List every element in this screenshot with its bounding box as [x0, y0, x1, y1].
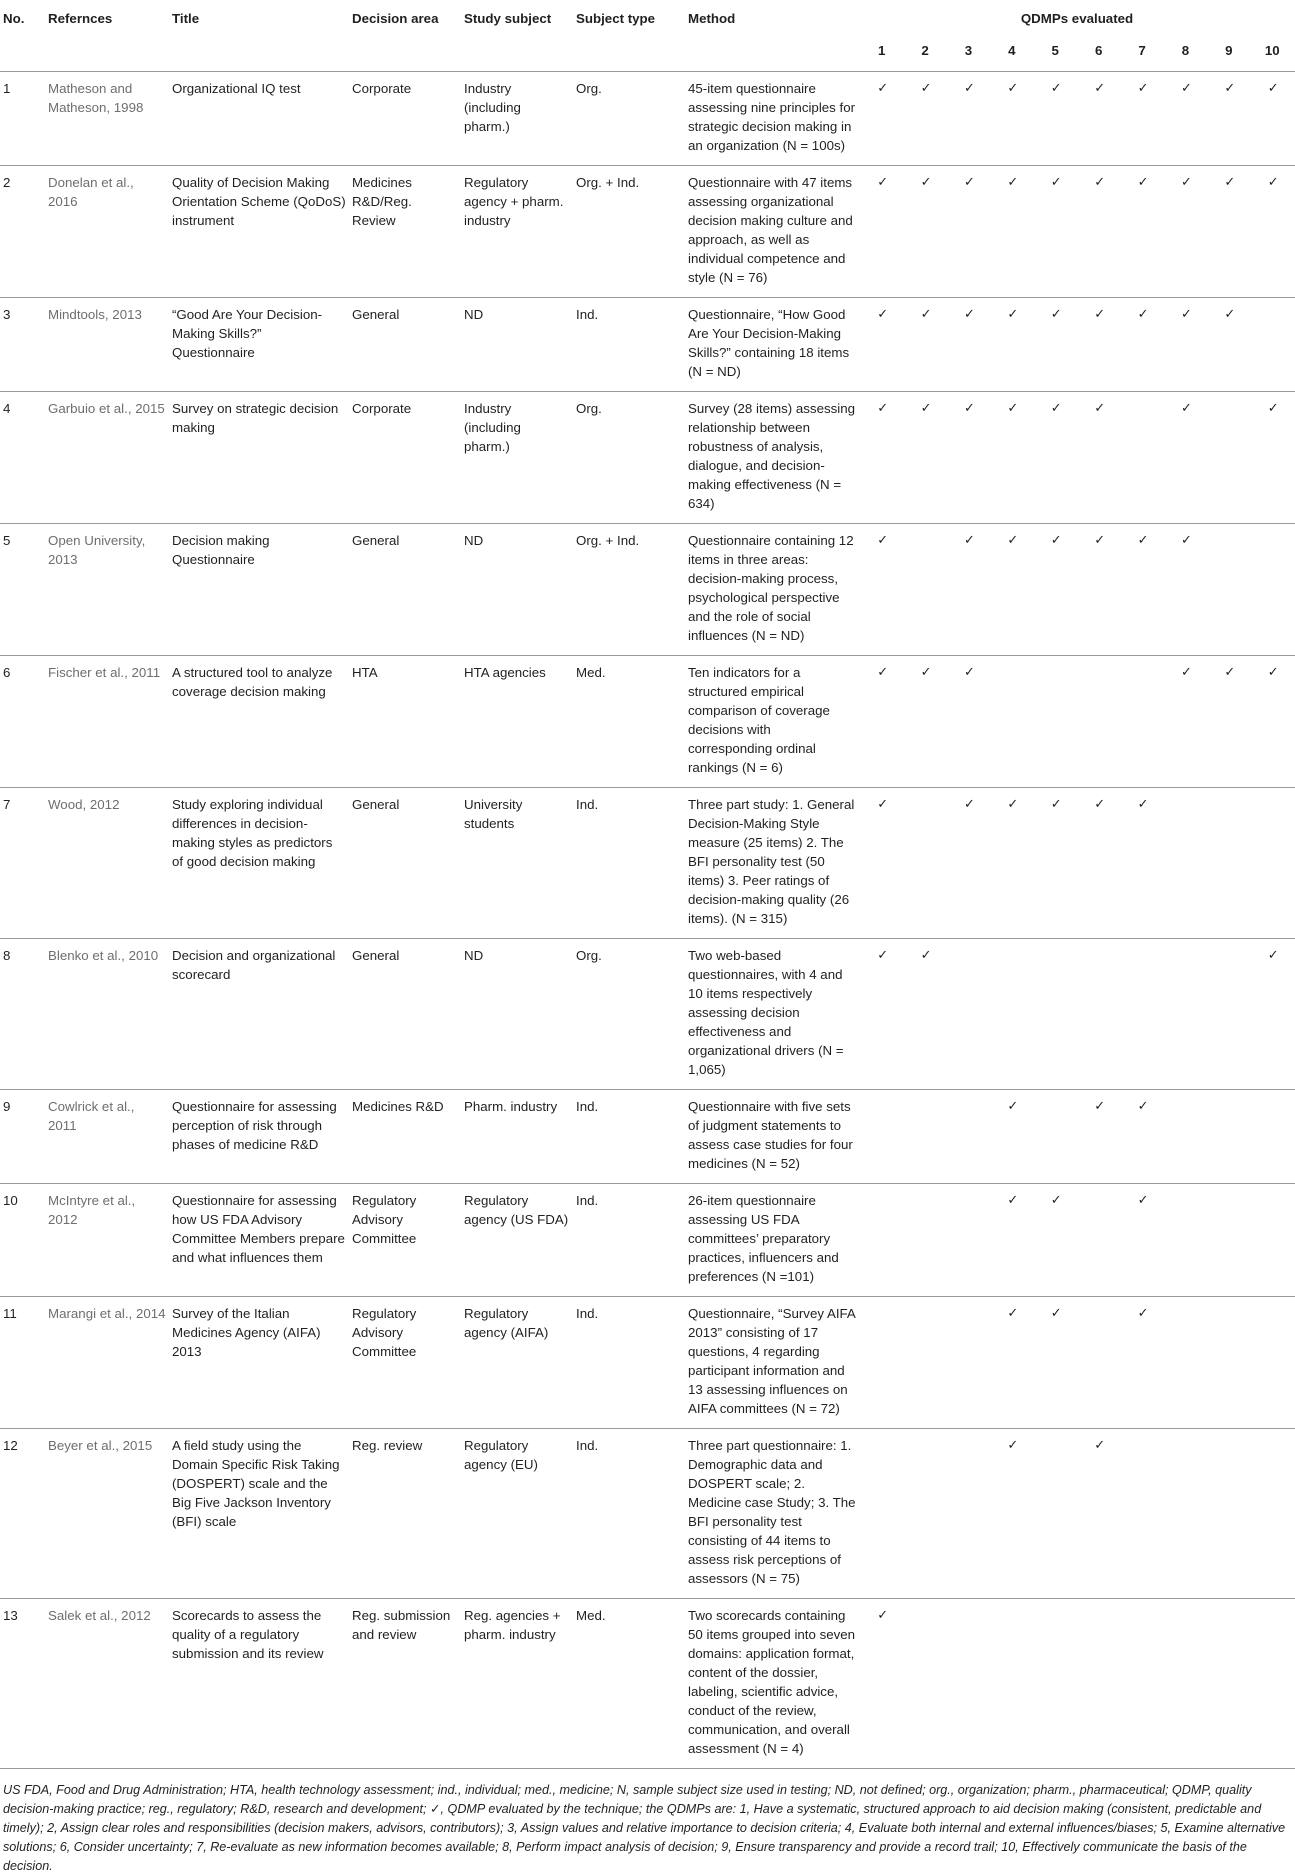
- subject-type-cell: Ind.: [576, 1099, 599, 1114]
- header-study-subject: Study subject: [464, 11, 552, 26]
- check-icon: ✓: [964, 401, 975, 416]
- title-cell: Organizational IQ test: [172, 81, 301, 96]
- method-cell: Questionnaire with 47 items assessing organizational decision making culture and approach, as well as individual competence and style (N = 76): [688, 175, 853, 285]
- check-icon: ✓: [1094, 307, 1106, 322]
- check-icon: ✓: [1094, 797, 1106, 812]
- study-subject-cell: Industry (including pharm.): [464, 401, 521, 454]
- study-subject-cell: Industry (including pharm.): [464, 81, 521, 134]
- reference-cell: Mindtools, 2013: [48, 307, 142, 322]
- empty-cell: [904, 1429, 947, 1599]
- check-icon: ✓: [964, 665, 975, 680]
- empty-cell: [1208, 939, 1251, 1090]
- table-row: [0, 656, 1295, 788]
- empty-cell: [1035, 939, 1078, 1090]
- check-icon: ✓: [920, 665, 932, 680]
- table-row: [0, 298, 1295, 392]
- row-number-cell: 8: [3, 948, 11, 963]
- study-subject-cell: University students: [464, 797, 523, 831]
- header-qdmp-4: 4: [1008, 43, 1016, 58]
- check-icon: ✓: [1267, 665, 1279, 680]
- empty-cell: [1035, 1090, 1078, 1184]
- reference-cell: Salek et al., 2012: [48, 1608, 151, 1623]
- check-icon: ✓: [877, 948, 889, 963]
- check-icon: ✓: [1007, 307, 1019, 322]
- check-icon: ✓: [1224, 175, 1236, 190]
- title-cell: Questionnaire for assessing how US FDA Advisory Committee Members prepare and what influences them: [172, 1193, 345, 1265]
- check-icon: ✓: [1050, 81, 1062, 96]
- title-cell: Survey of the Italian Medicines Agency (AIFA) 2013: [172, 1306, 321, 1359]
- table-footnote: US FDA, Food and Drug Administration; HTA, health technology assessment; ind., individual; med., medicine; N, sample subject size used in testing; ND, not defined; org., organization; pharm., pharmaceutical; QDMP, quality decision-making practice; reg., regulatory; R&D, research and development; ✓, QDMP evaluated by the technique; the QDMPs are: 1, Have a systematic, structured approach to aid decision making (consistent, predictable and timely); 2, Assign clear roles and responsibilities (decision makers, advisors, contributors); 3, Assign values and relative importance to decision criteria; 4, Evaluate both internal and external influences/biases; 5, Examine alternative solutions; 6, Consider uncertainty; 7, Re-evaluate as new information becomes available; 8, Perform impact analysis of decision; 9, Ensure transparency and provide a record trail; 10, Effectively communicate the basis of the decision.: [3, 1783, 1286, 1873]
- empty-cell: [1208, 1090, 1251, 1184]
- empty-cell: [1208, 788, 1251, 939]
- title-cell: Study exploring individual differences in decision-making styles as predictors of good decision making: [172, 797, 333, 869]
- empty-cell: [1165, 939, 1208, 1090]
- empty-cell: [948, 1184, 991, 1297]
- table-row: [0, 1429, 1295, 1599]
- empty-cell: [1078, 1184, 1121, 1297]
- row-number-cell: 6: [3, 665, 11, 680]
- table-header: [0, 2, 1295, 72]
- reference-cell: Matheson and Matheson, 1998: [48, 81, 144, 115]
- reference-cell: Marangi et al., 2014: [48, 1306, 166, 1321]
- table-row: [0, 788, 1295, 939]
- check-icon: ✓: [964, 175, 975, 190]
- header-qdmp-5: 5: [1051, 43, 1059, 58]
- subject-type-cell: Med.: [576, 1608, 606, 1623]
- empty-cell: [1121, 656, 1164, 788]
- subject-type-cell: Ind.: [576, 1438, 599, 1453]
- table-row: [0, 72, 1295, 166]
- empty-cell: [1078, 1599, 1121, 1769]
- check-icon: ✓: [1007, 797, 1019, 812]
- reference-cell: Donelan et al., 2016: [48, 175, 134, 209]
- row-number-cell: 1: [3, 81, 11, 96]
- subject-type-cell: Med.: [576, 665, 606, 680]
- empty-cell: [1208, 524, 1251, 656]
- check-icon: ✓: [920, 307, 932, 322]
- check-icon: ✓: [1224, 81, 1236, 96]
- row-number-cell: 3: [3, 307, 11, 322]
- empty-cell: [1121, 392, 1164, 524]
- empty-cell: [904, 1297, 947, 1429]
- empty-cell: [948, 1599, 991, 1769]
- table-row: [0, 1184, 1295, 1297]
- check-icon: ✓: [1137, 1306, 1149, 1321]
- title-cell: Questionnaire for assessing perception of risk through phases of medicine R&D: [172, 1099, 337, 1152]
- empty-cell: [1165, 788, 1208, 939]
- check-icon: ✓: [1137, 533, 1149, 548]
- decision-area-cell: Regulatory Advisory Committee: [352, 1306, 417, 1359]
- header-no: No.: [3, 11, 25, 26]
- empty-cell: [1252, 1090, 1295, 1184]
- subject-type-cell: Org.: [576, 948, 602, 963]
- study-subject-cell: Reg. agencies + pharm. industry: [464, 1608, 561, 1642]
- reference-cell: Beyer et al., 2015: [48, 1438, 153, 1453]
- check-icon: ✓: [1007, 401, 1019, 416]
- title-cell: A structured tool to analyze coverage decision making: [172, 665, 333, 699]
- check-icon: ✓: [1137, 797, 1149, 812]
- row-number-cell: 10: [3, 1193, 18, 1208]
- empty-cell: [1252, 1297, 1295, 1429]
- empty-cell: [904, 524, 947, 656]
- header-qdmp-8: 8: [1181, 43, 1190, 58]
- study-subject-cell: ND: [464, 533, 484, 548]
- empty-cell: [1078, 1297, 1121, 1429]
- decision-area-cell: HTA: [352, 665, 378, 680]
- subject-type-cell: Ind.: [576, 1306, 599, 1321]
- check-icon: ✓: [964, 797, 975, 812]
- check-icon: ✓: [1267, 175, 1279, 190]
- empty-cell: [861, 1090, 904, 1184]
- check-icon: ✓: [1094, 533, 1106, 548]
- empty-cell: [948, 1297, 991, 1429]
- row-number-cell: 5: [3, 533, 11, 548]
- empty-cell: [1252, 524, 1295, 656]
- method-cell: Questionnaire containing 12 items in three areas: decision-making process, psychological perspective and the role of social influences (N = ND): [688, 533, 854, 643]
- header-qdmp-3: 3: [964, 43, 973, 58]
- header-qdmp-7: 7: [1138, 43, 1146, 58]
- qdmp-techniques-table: [0, 2, 1295, 1769]
- header-title: Title: [172, 11, 200, 26]
- check-icon: ✓: [1224, 307, 1236, 322]
- check-icon: ✓: [1007, 533, 1019, 548]
- header-references: Refernces: [48, 11, 113, 26]
- empty-cell: [991, 939, 1034, 1090]
- check-icon: ✓: [1007, 175, 1019, 190]
- check-icon: ✓: [1007, 81, 1019, 96]
- empty-cell: [1035, 656, 1078, 788]
- method-cell: Three part study: 1. General Decision-Making Style measure (25 items) 2. The BFI personality test (50 items) 3. Peer ratings of decision-making quality (26 items). (N = 315): [688, 797, 855, 926]
- empty-cell: [1252, 1184, 1295, 1297]
- decision-area-cell: Medicines R&D/Reg. Review: [352, 175, 412, 228]
- check-icon: ✓: [1050, 1193, 1062, 1208]
- study-subject-cell: ND: [464, 307, 484, 322]
- empty-cell: [1035, 1429, 1078, 1599]
- row-number-cell: 12: [3, 1438, 18, 1453]
- empty-cell: [1165, 1090, 1208, 1184]
- check-icon: ✓: [877, 81, 889, 96]
- empty-cell: [948, 1429, 991, 1599]
- method-cell: Questionnaire, “How Good Are Your Decision-Making Skills?” containing 18 items (N = ND): [688, 307, 850, 379]
- decision-area-cell: Medicines R&D: [352, 1099, 444, 1114]
- empty-cell: [1252, 298, 1295, 392]
- table-row: [0, 1599, 1295, 1769]
- reference-cell: Open University, 2013: [48, 533, 146, 567]
- empty-cell: [1252, 1599, 1295, 1769]
- check-icon: ✓: [1137, 1193, 1149, 1208]
- check-icon: ✓: [1094, 175, 1106, 190]
- study-subject-cell: HTA agencies: [464, 665, 546, 680]
- check-icon: ✓: [1007, 1099, 1019, 1114]
- check-icon: ✓: [1050, 401, 1062, 416]
- empty-cell: [861, 1429, 904, 1599]
- row-number-cell: 7: [3, 797, 11, 812]
- empty-cell: [904, 1090, 947, 1184]
- check-icon: ✓: [1094, 1438, 1106, 1453]
- title-cell: Survey on strategic decision making: [172, 401, 339, 435]
- check-icon: ✓: [1137, 81, 1149, 96]
- empty-cell: [991, 656, 1034, 788]
- subject-type-cell: Ind.: [576, 307, 599, 322]
- check-icon: ✓: [1094, 81, 1106, 96]
- title-cell: Decision making Questionnaire: [172, 533, 270, 567]
- check-icon: ✓: [1267, 948, 1279, 963]
- empty-cell: [1165, 1599, 1208, 1769]
- decision-area-cell: General: [352, 533, 400, 548]
- study-subject-cell: Pharm. industry: [464, 1099, 558, 1114]
- table-row: [0, 392, 1295, 524]
- empty-cell: [1208, 392, 1251, 524]
- check-icon: ✓: [1180, 307, 1192, 322]
- reference-cell: Cowlrick et al., 2011: [48, 1099, 135, 1133]
- table-body: [0, 72, 1295, 1769]
- empty-cell: [1208, 1184, 1251, 1297]
- study-subject-cell: Regulatory agency (AIFA): [464, 1306, 549, 1340]
- empty-cell: [904, 1599, 947, 1769]
- reference-cell: Blenko et al., 2010: [48, 948, 159, 963]
- empty-cell: [948, 939, 991, 1090]
- table-row: [0, 939, 1295, 1090]
- method-cell: 26-item questionnaire assessing US FDA committees’ preparatory practices, influencers and preferences (N =101): [688, 1193, 839, 1284]
- check-icon: ✓: [877, 175, 889, 190]
- method-cell: Survey (28 items) assessing relationship between robustness of analysis, dialogue, and decision-making effectiveness (N = 634): [688, 401, 856, 511]
- empty-cell: [1121, 1599, 1164, 1769]
- row-number-cell: 4: [3, 401, 11, 416]
- reference-cell: McIntyre et al., 2012: [48, 1193, 136, 1227]
- empty-cell: [1208, 1599, 1251, 1769]
- subject-type-cell: Org. + Ind.: [576, 175, 640, 190]
- check-icon: ✓: [1050, 175, 1062, 190]
- title-cell: Quality of Decision Making Orientation Scheme (QoDoS) instrument: [172, 175, 346, 228]
- decision-area-cell: Corporate: [352, 401, 412, 416]
- check-icon: ✓: [1050, 533, 1062, 548]
- empty-cell: [1208, 1297, 1251, 1429]
- check-icon: ✓: [1050, 307, 1062, 322]
- empty-cell: [1078, 656, 1121, 788]
- table-row: [0, 1090, 1295, 1184]
- check-icon: ✓: [1137, 307, 1149, 322]
- header-method: Method: [688, 11, 736, 26]
- empty-cell: [904, 1184, 947, 1297]
- check-icon: ✓: [1007, 1193, 1019, 1208]
- table-row: [0, 166, 1295, 298]
- header-qdmp-10: 10: [1264, 43, 1280, 58]
- method-cell: Questionnaire with five sets of judgment statements to assess case studies for four medicines (N = 52): [688, 1099, 853, 1171]
- check-icon: ✓: [1180, 81, 1192, 96]
- check-icon: ✓: [1007, 1438, 1019, 1453]
- header-subject-type: Subject type: [576, 11, 656, 26]
- empty-cell: [1121, 939, 1164, 1090]
- check-icon: ✓: [1180, 533, 1192, 548]
- empty-cell: [991, 1599, 1034, 1769]
- check-icon: ✓: [877, 401, 889, 416]
- study-subject-cell: Regulatory agency (EU): [464, 1438, 538, 1472]
- method-cell: Questionnaire, “Survey AIFA 2013” consisting of 17 questions, 4 regarding participant information and 13 assessing influences on AIFA committees (N = 72): [688, 1306, 856, 1416]
- check-icon: ✓: [877, 797, 889, 812]
- check-icon: ✓: [1050, 797, 1062, 812]
- method-cell: Two web-based questionnaires, with 4 and 10 items respectively assessing decision effectiveness and organizational drivers (N = 1,065): [688, 948, 844, 1077]
- empty-cell: [1165, 1184, 1208, 1297]
- decision-area-cell: Reg. submission and review: [352, 1608, 451, 1642]
- decision-area-cell: General: [352, 948, 400, 963]
- empty-cell: [1208, 1429, 1251, 1599]
- table-row: [0, 524, 1295, 656]
- method-cell: 45-item questionnaire assessing nine principles for strategic decision making in an organization (N = 100s): [688, 81, 856, 153]
- check-icon: ✓: [920, 175, 932, 190]
- empty-cell: [904, 788, 947, 939]
- check-icon: ✓: [920, 401, 932, 416]
- check-icon: ✓: [964, 307, 975, 322]
- check-icon: ✓: [1137, 1099, 1149, 1114]
- header-qdmp-6: 6: [1094, 43, 1103, 58]
- header-qdmp-1: 1: [877, 43, 886, 58]
- check-icon: ✓: [1267, 401, 1279, 416]
- check-icon: ✓: [1094, 1099, 1106, 1114]
- check-icon: ✓: [877, 307, 889, 322]
- empty-cell: [861, 1297, 904, 1429]
- decision-area-cell: General: [352, 797, 400, 812]
- header-qdmp-2: 2: [921, 43, 929, 58]
- check-icon: ✓: [1094, 401, 1106, 416]
- subject-type-cell: Ind.: [576, 1193, 599, 1208]
- row-number-cell: 11: [3, 1306, 17, 1321]
- empty-cell: [1165, 1297, 1208, 1429]
- check-icon: ✓: [877, 533, 889, 548]
- table-row: [0, 1297, 1295, 1429]
- header-qdmps-evaluated: QDMPs evaluated: [1020, 11, 1134, 26]
- check-icon: ✓: [964, 81, 975, 96]
- row-number-cell: 13: [3, 1608, 18, 1623]
- empty-cell: [1252, 788, 1295, 939]
- reference-cell: Fischer et al., 2011: [48, 665, 161, 680]
- row-number-cell: 2: [3, 175, 11, 190]
- study-subject-cell: Regulatory agency + pharm. industry: [464, 175, 564, 228]
- check-icon: ✓: [920, 81, 932, 96]
- title-cell: Scorecards to assess the quality of a regulatory submission and its review: [172, 1608, 324, 1661]
- subject-type-cell: Org. + Ind.: [576, 533, 640, 548]
- decision-area-cell: Corporate: [352, 81, 412, 96]
- empty-cell: [1078, 939, 1121, 1090]
- header-qdmp-9: 9: [1225, 43, 1233, 58]
- check-icon: ✓: [1137, 175, 1149, 190]
- title-cell: Decision and organizational scorecard: [172, 948, 336, 982]
- method-cell: Ten indicators for a structured empirical comparison of coverage decisions with corresponding ordinal rankings (N = 6): [688, 665, 830, 775]
- empty-cell: [1035, 1599, 1078, 1769]
- empty-cell: [1165, 1429, 1208, 1599]
- decision-area-cell: General: [352, 307, 400, 322]
- subject-type-cell: Org.: [576, 401, 602, 416]
- empty-cell: [948, 1090, 991, 1184]
- method-cell: Three part questionnaire: 1. Demographic data and DOSPERT scale; 2. Medicine case Study; 3. The BFI personality test consisting of 44 items to assess risk perceptions of assessors (N = 75): [688, 1438, 856, 1586]
- check-icon: ✓: [964, 533, 975, 548]
- check-icon: ✓: [1267, 81, 1279, 96]
- decision-area-cell: Regulatory Advisory Committee: [352, 1193, 417, 1246]
- study-subject-cell: Regulatory agency (US FDA): [464, 1193, 569, 1227]
- header-decision-area: Decision area: [352, 11, 439, 26]
- decision-area-cell: Reg. review: [352, 1438, 423, 1453]
- check-icon: ✓: [877, 665, 889, 680]
- check-icon: ✓: [1224, 665, 1236, 680]
- check-icon: ✓: [1050, 1306, 1062, 1321]
- subject-type-cell: Ind.: [576, 797, 599, 812]
- reference-cell: Wood, 2012: [48, 797, 120, 812]
- empty-cell: [861, 1184, 904, 1297]
- check-icon: ✓: [920, 948, 932, 963]
- method-cell: Two scorecards containing 50 items grouped into seven domains: application format, content of the dossier, labeling, scientific advice, conduct of the review, communication, and overall assessment (N = 4): [688, 1608, 856, 1756]
- row-number-cell: 9: [3, 1099, 11, 1114]
- subject-type-cell: Org.: [576, 81, 602, 96]
- check-icon: ✓: [1180, 175, 1192, 190]
- empty-cell: [1252, 1429, 1295, 1599]
- check-icon: ✓: [1180, 665, 1192, 680]
- reference-cell: Garbuio et al., 2015: [48, 401, 165, 416]
- check-icon: ✓: [877, 1608, 889, 1623]
- check-icon: ✓: [1007, 1306, 1019, 1321]
- title-cell: “Good Are Your Decision-Making Skills?” Questionnaire: [172, 307, 323, 360]
- empty-cell: [1121, 1429, 1164, 1599]
- title-cell: A field study using the Domain Specific Risk Taking (DOSPERT) scale and the Big Five Jackson Inventory (BFI) scale: [172, 1438, 340, 1529]
- study-subject-cell: ND: [464, 948, 484, 963]
- check-icon: ✓: [1180, 401, 1192, 416]
